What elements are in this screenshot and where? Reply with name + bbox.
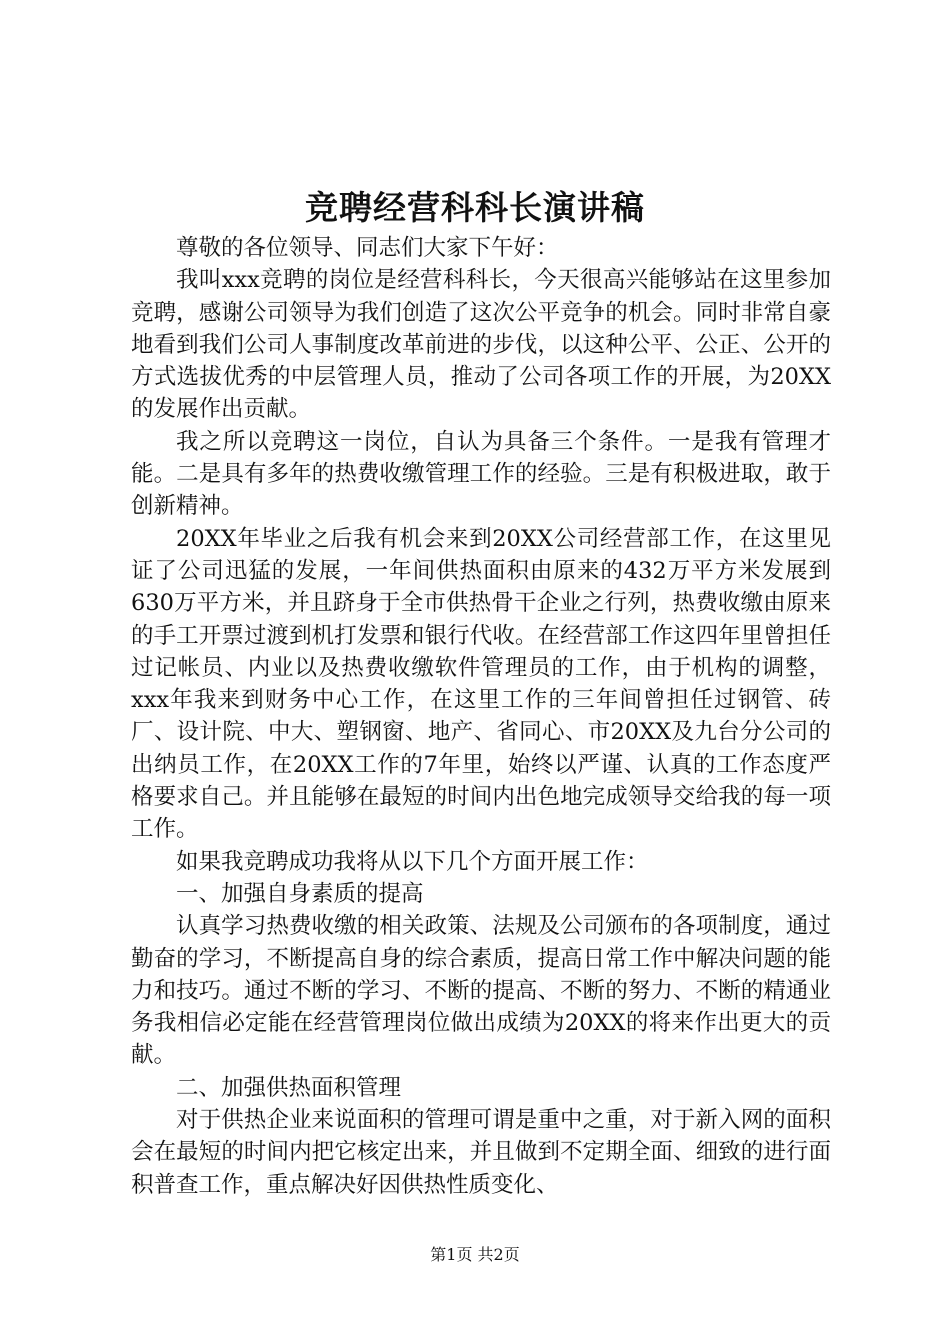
paragraph-introduction: 我叫xxx竞聘的岗位是经营科科长，今天很高兴能够站在这里参加竞聘，感谢公司领导为我们创造了这次公平竞争的机会。同时非常自豪地看到我们公司人事制度改革前进的步伐，以这种公平、公正、公开的方式选拔优秀的中层管理人员，推动了公司各项工作的开展，为20XX的发展作出贡献。 [131,267,831,423]
paragraph-qualifications: 我之所以竞聘这一岗位，自认为具备三个条件。一是我有管理才能。二是具有多年的热费收缴管理工作的经验。三是有积极进取，敢于创新精神。 [131,428,831,520]
document-title: 竞聘经营科科长演讲稿 [305,188,645,227]
section-heading-1: 一、加强自身素质的提高 [176,880,424,907]
paragraph-experience: 20XX年毕业之后我有机会来到20XX公司经营部工作，在这里见证了公司迅猛的发展，一年间供热面积由原来的432万平方米发展到630万平方米，并且跻身于全市供热骨干企业之行列，热费收缴由原来的手工开票过渡到机打发票和银行代收。在经营部工作这四年里曾担任过记帐员、内业以及热费收缴软件管理员的工作，由于机构的调整，xxx年我来到财务中心工作，在这里工作的三年间曾担任过钢管、砖厂、设计院、中大、塑钢窗、地产、省同心、市20XX及九台分公司的出纳员工作，在20XX工作的7年里，始终以严谨、认真的工作态度严格要求自己。并且能够在最短的时间内出色地完成领导交给我的每一项工作。 [131,525,831,843]
paragraph-plan-intro: 如果我竞聘成功我将从以下几个方面开展工作： [176,848,649,875]
section-heading-2: 二、加强供热面积管理 [176,1074,402,1101]
paragraph-salutation: 尊敬的各位领导、同志们大家下午好： [176,235,559,261]
paragraph-section-2: 对于供热企业来说面积的管理可谓是重中之重，对于新入网的面积会在最短的时间内把它核定出来，并且做到不定期全面、细致的进行面积普查工作，重点解决好因供热性质变化、 [131,1107,831,1198]
paragraph-section-1: 认真学习热费收缴的相关政策、法规及公司颁布的各项制度，通过勤奋的学习，不断提高自身的综合素质，提高日常工作中解决问题的能力和技巧。通过不断的学习、不断的提高、不断的努力、不断的精通业务我相信必定能在经营管理岗位做出成绩为20XX的将来作出更大的贡献。 [131,913,831,1069]
page-number-footer: 第1页 共2页 [430,1245,520,1264]
document-body [131,232,831,1201]
